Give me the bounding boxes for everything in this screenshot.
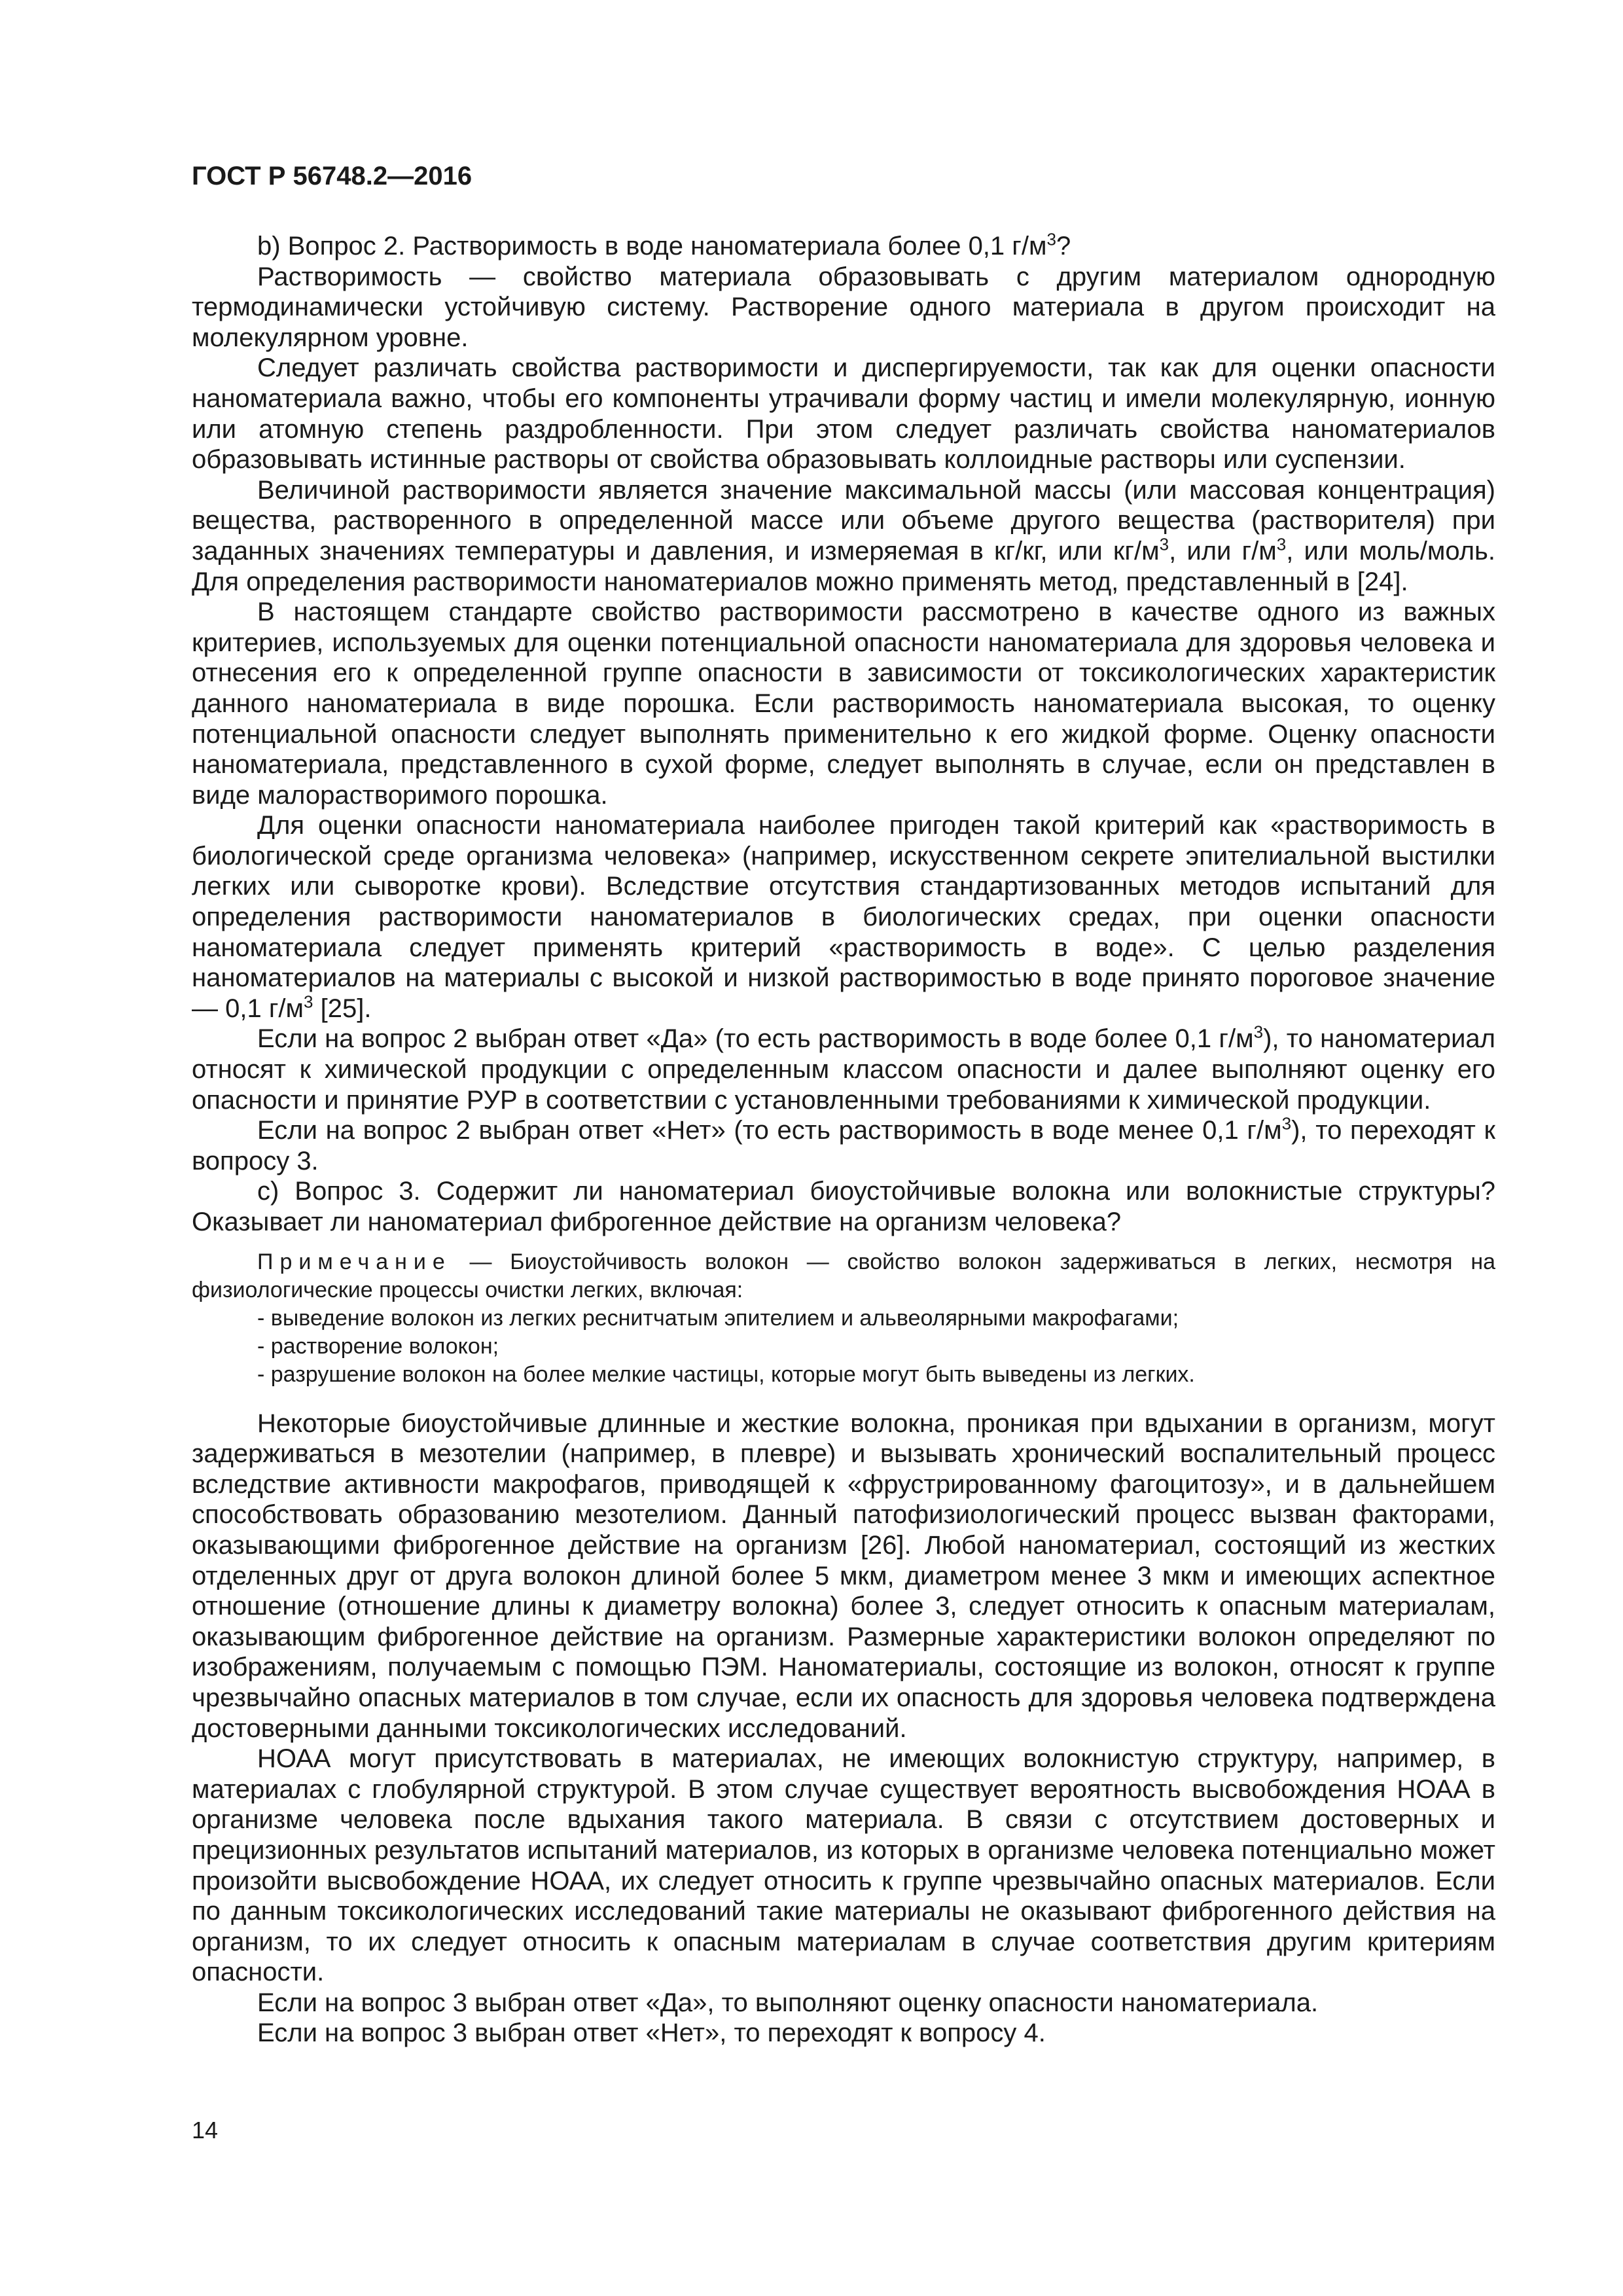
document-page (192, 160, 1495, 2049)
question-3-paragraph: c) Вопрос 3. Содержит ли наноматериал биоустойчивые волокна или волокнистые структуры? Оказывает ли наноматериал фиброгенное действие на организм человека? (192, 1177, 1495, 1236)
note-label: Примечание (257, 1249, 452, 1274)
solubility-value-paragraph: Величиной растворимости является значение максимальной массы (или массовая концентрация) вещества, растворенного в определенной массе или объеме другого вещества (растворителя) при заданных значениях температуры и давления, и измеряемая в кг/кг, или $кг/м^3$, или $г/м^3$, или моль/моль. Для определения растворимости наноматериалов можно применять метод, представленный в [24]. (192, 475, 1496, 596)
answer-yes-question-2-paragraph: Если на вопрос 2 выбран ответ «Да» (то есть растворимость в воде более 0,1 $г/м^3$), то наноматериал относят к химической продукции с определенным классом опасности и далее выполняют оценку его опасности и принятие РУР в соответствии с установленными требованиями к химической продукции. (192, 1022, 1495, 1115)
solubility-vs-dispersibility-paragraph: Следует различать свойства растворимости и диспергируемости, так как для оценки опасности наноматериала важно, чтобы его компоненты утрачивали форму частиц и имели молекулярную, ионную или атомную степень раздробленности. При этом следует различать свойства наноматериалов образовывать истинные растворы от свойства образовывать коллоидные растворы или суспензии. (192, 353, 1495, 475)
question-2-paragraph: b) Вопрос 2. Растворимость в воде наноматериала более 0,1 $г/м^3$? (257, 229, 1071, 260)
note-list-item: - растворение волокон; (257, 1333, 499, 1359)
answer-no-question-3-paragraph: Если на вопрос 3 выбран ответ «Нет», то переходят к вопросу 4. (257, 2018, 1046, 2048)
note-list-item: - выведение волокон из легких реснитчатым эпителием и альвеолярными макрофагами; (257, 1305, 1179, 1331)
note-list (192, 1304, 1495, 1389)
note-paragraph (192, 1248, 1495, 1304)
note-block (192, 1248, 1495, 1389)
note-list-item: - разрушение волокон на более мелкие частицы, которые могут быть выведены из легких. (257, 1361, 1195, 1387)
answer-yes-question-3-paragraph: Если на вопрос 3 выбран ответ «Да», то выполняют оценку опасности наноматериала. (257, 1988, 1319, 2017)
document-code-header: ГОСТ Р 56748.2—2016 (192, 162, 473, 190)
body-text (192, 231, 1495, 1238)
note-text: — Биоустойчивость волокон — свойство волокон задерживаться в легких, несмотря на физиологические процессы очистки легких, включая: (192, 1249, 1495, 1302)
hars-paragraph: НОАА могут присутствовать в материалах, не имеющих волокнистую структуру, например, в материалах с глобулярной структурой. В этом случае существует вероятность высвобождения НОАА в организме человека после вдыхания такого материала. В связи с отсутствием достоверных и прецизионных результатов испытаний материалов, из которых в организме человека потенциально может произойти высвобождение НОАА, их следует относить к группе чрезвычайно опасных материалов. Если по данным токсикологических исследований такие материалы не оказывают фиброгенного действия на организм, то их следует относить к опасным материалам в случае соответствия другим критериям опасности. (192, 1744, 1495, 1987)
solubility-criterion-paragraph: В настоящем стандарте свойство растворимости рассмотрено в качестве одного из важных критериев, используемых для оценки потенциальной опасности наноматериала для здоровья человека и отнесения его к определенной группе опасности в зависимости от токсикологических характеристик данного наноматериала в виде порошка. Если растворимость наноматериала высокая, то оценку потенциальной опасности следует выполнять применительно к его жидкой форме. Оценку опасности наноматериала, представленного в сухой форме, следует выполнять в случае, если он представлен в виде малорастворимого порошка. (192, 598, 1495, 810)
page-number: 14 (192, 2117, 219, 2144)
solubility-definition-paragraph: Растворимость — свойство материала образовывать с другим материалом однородную термодинамически устойчивую систему. Растворение одного материала в другом происходит на молекулярном уровне. (192, 262, 1495, 352)
answer-no-question-2-paragraph: Если на вопрос 2 выбран ответ «Нет» (то есть растворимость в воде менее 0,1 $г/м^3$), то переходят к вопросу 3. (192, 1113, 1495, 1175)
body-text-continued (192, 1408, 1495, 2049)
biological-medium-paragraph: Для оценки опасности наноматериала наиболее пригоден такой критерий как «растворимость в биологической среде организма человека» (например, искусственном секрете эпителиальной выстилки легких или сыворотке крови). Вследствие отсутствия стандартизованных методов испытаний для определения растворимости наноматериалов в биологических средах, при оценки опасности наноматериала следует применять критерий «растворимость в воде». С целью разделения наноматериалов на материалы с высокой и низкой растворимостью в воде принято пороговое значение — 0,1 $г/м^3$ [25]. (192, 811, 1495, 1023)
biopersistent-fibers-paragraph: Некоторые биоустойчивые длинные и жесткие волокна, проникая при вдыхании в организм, могут задерживаться в мезотелии (например, в плевре) и вызывать хронический воспалительный процесс вследствие активности макрофагов, приводящей к «фрустрированному фагоцитозу», и в дальнейшем способствовать образованию мезотелиом. Данный патофизиологический процесс вызван факторами, оказывающими фиброгенное действие на организм [26]. Любой наноматериал, состоящий из жестких отделенных друг от друга волокон длиной более 5 мкм, диаметром менее 3 мкм и имеющих аспектное отношение (отношение длины к диаметру волокна) более 3, следует относить к опасным материалам, оказывающим фиброгенное действие на организм. Размерные характеристики волокон определяют по изображениям, получаемым с помощью ПЭМ. Наноматериалы, состоящие из волокон, относят к группе чрезвычайно опасных материалов в том случае, если их опасность для здоровья человека подтверждена достоверными данными токсикологических исследований. (192, 1408, 1495, 1743)
